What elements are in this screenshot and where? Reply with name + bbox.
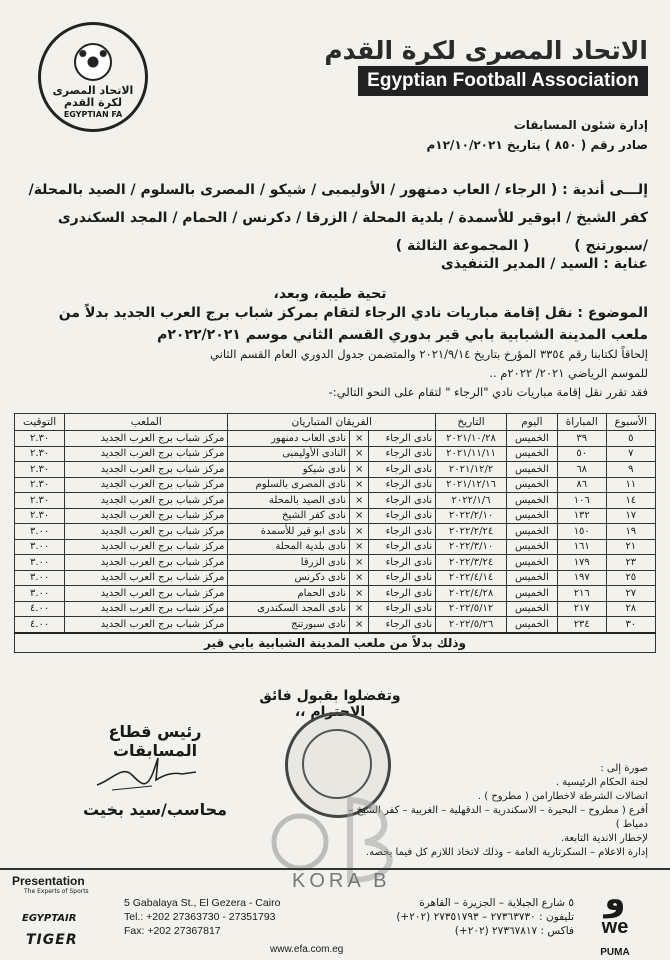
cell-venue: مركز شباب برج العرب الجديد (65, 555, 228, 571)
cell-vs: × (350, 431, 369, 447)
cell-away: نادى سبورتنج (228, 617, 350, 633)
cell-week: ٢٥ (606, 570, 655, 586)
address-english (124, 896, 294, 938)
cell-vs: × (350, 570, 369, 586)
subject-line-2: ملعب المدينة الشبابية بابي قير بدوري القسم الثاني موسم ٢٠٢٢/٢٠٢١م (157, 327, 648, 343)
cell-venue: مركز شباب برج العرب الجديد (65, 617, 228, 633)
copies-item: إدارة الاعلام – السكرتارية العامة – وذلك لاتخاذ اللازم كل فيما يخصه. (365, 847, 648, 858)
football-icon (74, 43, 112, 81)
cell-time: ٢.٣٠ (15, 462, 65, 478)
header-time: التوقيت (15, 414, 65, 431)
sponsor-tiger: TIGER (26, 932, 78, 948)
cell-week: ١٤ (606, 493, 655, 509)
address-en-line-1: 5 Gabalaya St., El Gezera - Cairo (124, 897, 281, 909)
reference-line-2: للموسم الرياضي ٢٠٢١/ ٢٠٢٢م .. (489, 366, 648, 380)
cell-date: ٢٠٢٢/٥/٢٦ (436, 617, 507, 633)
cell-time: ٢.٣٠ (15, 477, 65, 493)
cell-day: الخميس (506, 601, 557, 617)
cell-date: ٢٠٢١/١٠/٢٨ (436, 431, 507, 447)
cell-day: الخميس (506, 446, 557, 462)
copies-item: لجنة الحكام الرئيسية . (555, 777, 648, 788)
cell-home: نادى الرجاء (369, 477, 436, 493)
logo-english-text: EGYPTIAN FA (63, 110, 123, 119)
attention-line: عناية : السيد / المدير التنفيذى (440, 256, 648, 272)
cell-home: نادى الرجاء (369, 524, 436, 540)
cell-week: ٥ (606, 431, 655, 447)
cell-away: نادى الصيد بالمحلة (228, 493, 350, 509)
reference-paragraph (18, 345, 648, 402)
issue-number: صادر رقم ( ٨٥٠ ) بتاريخ ١٢/١٠/٢٠٢١م (426, 138, 648, 152)
subject (18, 302, 648, 346)
cell-home: نادى الرجاء (369, 493, 436, 509)
cell-match: ٢١٦ (557, 586, 606, 602)
we-logo-icon: ﻭ (604, 879, 626, 919)
sponsor-presentation: Presentation (12, 874, 85, 888)
cell-time: ٢.٣٠ (15, 431, 65, 447)
cell-venue: مركز شباب برج العرب الجديد (65, 446, 228, 462)
association-name-english: Egyptian Football Association (358, 66, 648, 96)
cell-vs: × (350, 462, 369, 478)
cell-venue: مركز شباب برج العرب الجديد (65, 508, 228, 524)
cell-home: نادى الرجاء (369, 539, 436, 555)
cell-week: ١١ (606, 477, 655, 493)
cell-vs: × (350, 446, 369, 462)
sponsor-puma: PUMA (600, 947, 630, 958)
cell-match: ١٩٧ (557, 570, 606, 586)
cell-week: ٢١ (606, 539, 655, 555)
cell-time: ٣.٠٠ (15, 539, 65, 555)
cell-match: ١٣٢ (557, 508, 606, 524)
cell-away: نادى العاب دمنهور (228, 431, 350, 447)
cell-away: نادى دكرنس (228, 570, 350, 586)
address-en-line-3: Fax: +202 27367817 (124, 925, 221, 937)
cell-week: ٢٧ (606, 586, 655, 602)
watermark-text: KORA B (292, 870, 391, 892)
cell-date: ٢٠٢٢/٢/٢٤ (436, 524, 507, 540)
logo-arabic-text: الاتحاد المصرى لكرة القدم (52, 84, 134, 109)
address-ar-line-3: فاكس : ٢٧٣٦٧٨١٧ (٢٠٢+) (454, 925, 574, 937)
cell-day: الخميس (506, 524, 557, 540)
cell-vs: × (350, 601, 369, 617)
reference-line-1: إلحاقاً لكتابنا رقم ٣٣٥٤ المؤرخ بتاريخ ٢٠٢١/٩/١٤ والمتضمن جدول الدوري العام القسم الثاني (210, 347, 648, 361)
cell-day: الخميس (506, 539, 557, 555)
cell-venue: مركز شباب برج العرب الجديد (65, 524, 228, 540)
recipients-line-2: كفر الشيخ / ابوقير للأسمدة / بلدية المحلة / الزرقا / دكرنس / الحمام / المجد السكندرى (57, 210, 648, 226)
header-venue: الملعب (65, 414, 228, 431)
cell-date: ٢٠٢٢/٤/١٤ (436, 570, 507, 586)
cell-venue: مركز شباب برج العرب الجديد (65, 431, 228, 447)
cell-vs: × (350, 586, 369, 602)
schedule-table (14, 413, 656, 653)
recipients-line-1: إلـــى أندية : ( الرجاء / العاب دمنهور / الأوليمبى / شيكو / المصرى بالسلوم / الصيد بالمحلة/ (28, 182, 648, 198)
cell-time: ٢.٣٠ (15, 446, 65, 462)
table-row (15, 601, 656, 617)
subject-line-1: الموضوع : نقل إقامة مباريات نادي الرجاء لتقام بمركز شباب برج العرب الجديد بدلاً من (58, 305, 648, 321)
cell-day: الخميس (506, 570, 557, 586)
group-label: ( المجموعة الثالثة ) (395, 238, 530, 254)
cell-day: الخميس (506, 493, 557, 509)
efa-logo (38, 22, 148, 132)
cell-date: ٢٠٢٢/٥/١٢ (436, 601, 507, 617)
cell-venue: مركز شباب برج العرب الجديد (65, 493, 228, 509)
cell-home: نادى الرجاء (369, 586, 436, 602)
cell-day: الخميس (506, 555, 557, 571)
website-link[interactable]: www.efa.com.eg (270, 944, 344, 955)
cell-match: ٥٠ (557, 446, 606, 462)
cell-match: ١٥٠ (557, 524, 606, 540)
cell-vs: × (350, 539, 369, 555)
cell-vs: × (350, 493, 369, 509)
address-arabic (374, 896, 574, 938)
table-row (15, 539, 656, 555)
cell-home: نادى الرجاء (369, 431, 436, 447)
cell-venue: مركز شباب برج العرب الجديد (65, 570, 228, 586)
table-footer-row (15, 633, 656, 653)
cell-home: نادى الرجاء (369, 555, 436, 571)
cell-day: الخميس (506, 477, 557, 493)
header-day: اليوم (506, 414, 557, 431)
sponsors-right (580, 879, 650, 958)
cell-date: ٢٠٢١/١٢/١٦ (436, 477, 507, 493)
cell-date: ٢٠٢١/١٢/٢ (436, 462, 507, 478)
signature-icon (92, 750, 202, 795)
cell-venue: مركز شباب برج العرب الجديد (65, 539, 228, 555)
cell-match: ٨٦ (557, 477, 606, 493)
cell-week: ٩ (606, 462, 655, 478)
header-week: الأسبوع (606, 414, 655, 431)
cell-date: ٢٠٢٢/٣/٢٤ (436, 555, 507, 571)
cell-match: ٣٩ (557, 431, 606, 447)
cell-venue: مركز شباب برج العرب الجديد (65, 462, 228, 478)
cell-away: نادى شيكو (228, 462, 350, 478)
cell-date: ٢٠٢٢/٢/١٠ (436, 508, 507, 524)
cell-away: نادى المجد السكندرى (228, 601, 350, 617)
cell-week: ٧ (606, 446, 655, 462)
table-row (15, 508, 656, 524)
cell-vs: × (350, 617, 369, 633)
cell-venue: مركز شباب برج العرب الجديد (65, 601, 228, 617)
cell-match: ١٦١ (557, 539, 606, 555)
reference-line-3: فقد تقرر نقل إقامة مباريات نادي "الرجاء " لتقام على النحو التالي:- (328, 385, 648, 399)
cell-home: نادى الرجاء (369, 446, 436, 462)
cell-time: ٣.٠٠ (15, 570, 65, 586)
cell-away: نادى الزرقا (228, 555, 350, 571)
cell-match: ٢٣٤ (557, 617, 606, 633)
cell-home: نادى الرجاء (369, 617, 436, 633)
table-row (15, 477, 656, 493)
table-header-row (15, 414, 656, 431)
table-row (15, 617, 656, 633)
cell-home: نادى الرجاء (369, 462, 436, 478)
table-row (15, 431, 656, 447)
schedule-table-body (15, 431, 656, 653)
cell-day: الخميس (506, 462, 557, 478)
header-teams: الفريقان المتباريان (228, 414, 436, 431)
cell-away: نادى المصرى بالسلوم (228, 477, 350, 493)
table-row (15, 446, 656, 462)
cell-week: ١٧ (606, 508, 655, 524)
cell-home: نادى الرجاء (369, 508, 436, 524)
copies-heading: صورة إلى : (600, 763, 648, 774)
cell-venue: مركز شباب برج العرب الجديد (65, 477, 228, 493)
cell-week: ١٩ (606, 524, 655, 540)
cell-away: نادى ابو قير للأسمدة (228, 524, 350, 540)
cell-vs: × (350, 508, 369, 524)
cell-day: الخميس (506, 617, 557, 633)
cell-day: الخميس (506, 508, 557, 524)
schedule-table-wrapper (14, 413, 656, 653)
cell-match: ٦٨ (557, 462, 606, 478)
cell-week: ٣٠ (606, 617, 655, 633)
cell-day: الخميس (506, 586, 557, 602)
cell-time: ٢.٣٠ (15, 493, 65, 509)
cell-match: ١٠٦ (557, 493, 606, 509)
copies-item: أفرع ( مطروح – البحيرة – الاسكندرية – الدقهلية – الغربية – كفر الشيخ – دمياط ) (348, 805, 648, 830)
cell-time: ٤.٠٠ (15, 601, 65, 617)
cell-away: النادى الأوليمبى (228, 446, 350, 462)
header-date: التاريخ (436, 414, 507, 431)
cell-date: ٢٠٢٢/٣/١٠ (436, 539, 507, 555)
address-ar-line-1: ٥ شارع الجبلاية – الجزيرة – القاهرة (419, 897, 574, 909)
cell-time: ٤.٠٠ (15, 617, 65, 633)
cell-home: نادى الرجاء (369, 601, 436, 617)
cell-date: ٢٠٢٢/٤/٢٨ (436, 586, 507, 602)
recipients (18, 176, 648, 260)
table-row (15, 555, 656, 571)
regards: وتفضلوا بقبول فائق الاحترام ،، (259, 688, 401, 720)
cell-week: ٢٣ (606, 555, 655, 571)
association-name-arabic: الاتحاد المصرى لكرة القدم (324, 36, 648, 65)
cell-day: الخميس (506, 431, 557, 447)
cell-match: ٢١٧ (557, 601, 606, 617)
address-en-line-2: Tel.: +202 27363730 - 27351793 (124, 911, 276, 923)
greeting: تحية طيبة، وبعد، (273, 286, 387, 302)
signatory-title: رئيس قطاع المسابقات (108, 722, 202, 760)
sponsor-egyptair: EGYPTAIR (22, 913, 77, 924)
cell-vs: × (350, 477, 369, 493)
cell-venue: مركز شباب برج العرب الجديد (65, 586, 228, 602)
copies-item: اتصالات الشرطة لاخطارامن ( مطروح ) . (477, 791, 648, 802)
cell-time: ٣.٠٠ (15, 555, 65, 571)
header-match: المباراة (557, 414, 606, 431)
sponsor-we: we (601, 916, 629, 938)
cell-time: ٣.٠٠ (15, 524, 65, 540)
footer-divider (0, 868, 670, 870)
sponsors-left (12, 874, 122, 948)
cell-time: ٢.٣٠ (15, 508, 65, 524)
address-ar-line-2: تليفون : ٢٧٣٦٣٧٣٠ – ٢٧٣٥١٧٩٣ (٢٠٢+) (396, 911, 574, 923)
table-row (15, 462, 656, 478)
cell-vs: × (350, 555, 369, 571)
department: إدارة شئون المسابقات (513, 118, 648, 132)
signatory-name: محاسب/سيد بخيت (82, 800, 228, 819)
table-footer-note: وذلك بدلاً من ملعب المدينة الشبابية بابي قير (15, 633, 656, 653)
cell-week: ٢٨ (606, 601, 655, 617)
table-row (15, 493, 656, 509)
copies-item: لإخطار الاندية التابعة. (560, 833, 648, 844)
sponsor-presentation-tagline: The Experts of Sports (24, 888, 89, 895)
cell-away: نادى بلدية المحلة (228, 539, 350, 555)
cell-date: ٢٠٢٢/١/٦ (436, 493, 507, 509)
table-row (15, 570, 656, 586)
recipients-line-3-text: /سبورتنج ) (574, 238, 648, 254)
cell-time: ٣.٠٠ (15, 586, 65, 602)
table-row (15, 524, 656, 540)
cell-match: ١٧٩ (557, 555, 606, 571)
cell-home: نادى الرجاء (369, 570, 436, 586)
table-row (15, 586, 656, 602)
cell-vs: × (350, 524, 369, 540)
cell-date: ٢٠٢١/١١/١١ (436, 446, 507, 462)
cell-away: نادى كفر الشيخ (228, 508, 350, 524)
cell-away: نادى الحمام (228, 586, 350, 602)
